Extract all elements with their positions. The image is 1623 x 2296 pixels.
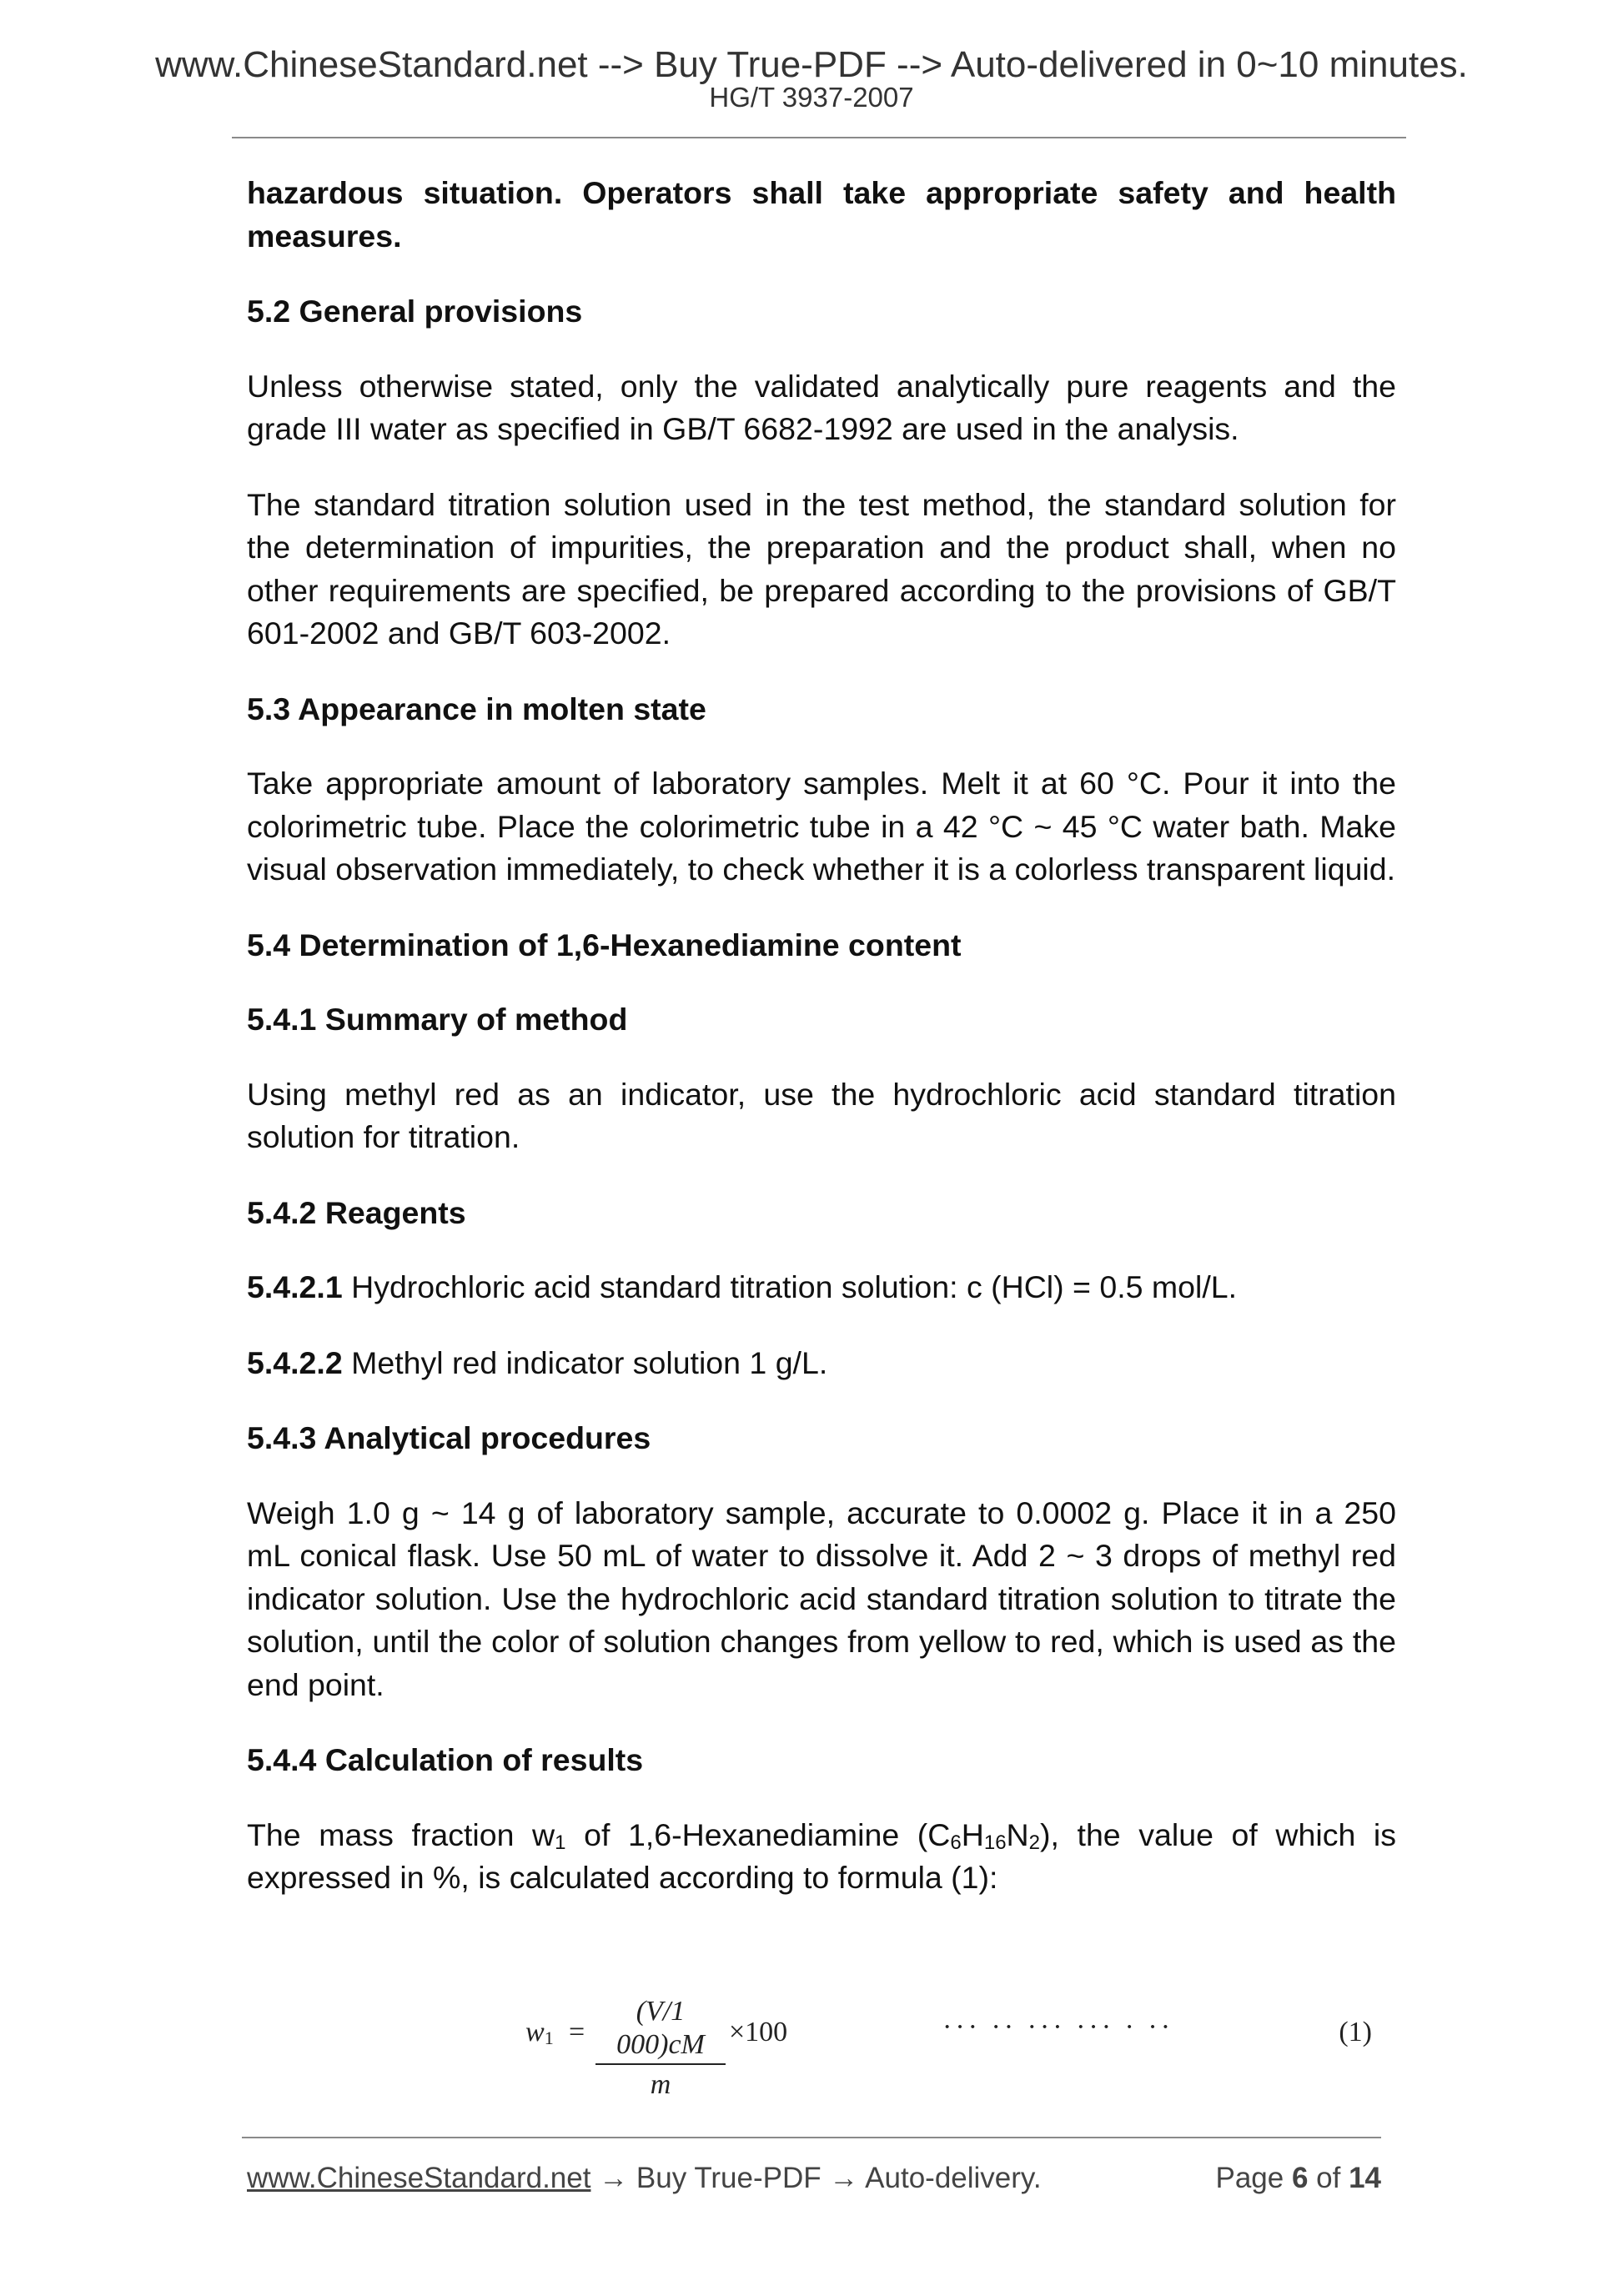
paragraph-5-2-a: Unless otherwise stated, only the validated analytically pure reagents and the grade III water as specified in GB/T 6682-1992 are used in the analysis. (247, 368, 1396, 446)
page-total: 14 (1349, 2162, 1381, 2194)
formula-fraction (595, 1995, 726, 2102)
page-footer (247, 2162, 1381, 2195)
reagent-text: Methyl red indicator solution 1 g/L. (342, 1344, 828, 1380)
formula-leader-dots: ··· ·· ··· ··· · ·· (942, 2012, 1174, 2042)
heading-5-4-4: 5.4.4 Calculation of results (247, 1742, 644, 1777)
formula-equals: = (569, 2017, 585, 2047)
heading-5-4: 5.4 Determination of 1,6-Hexanediamine content (247, 927, 962, 962)
heading-5-3: 5.3 Appearance in molten state (247, 691, 706, 726)
heading-5-4-2: 5.4.2 Reagents (247, 1194, 466, 1230)
page-number: 6 (1291, 2162, 1309, 2194)
formula-multiplier: ×100 (729, 2017, 788, 2047)
header-divider (232, 137, 1406, 138)
reagent-number: 5.4.2.2 (247, 1344, 343, 1380)
document-body (247, 172, 1396, 1932)
footer-divider (242, 2137, 1381, 2138)
formula-1 (525, 1995, 1397, 2100)
reagent-5-4-2-2 (247, 1342, 1396, 1385)
paragraph-5-4-4: The mass fraction $w_1$ of 1,6-Hexanediamine $(C_6H_{16}N_2)$, the value of which is expressed in %, is calculated according to formula (1): (247, 1816, 1397, 1895)
paragraph-5-4-1: Using methyl red as an indicator, use the hydrochloric acid standard titration solution for titration. (247, 1076, 1396, 1154)
reagent-5-4-2-1 (247, 1266, 1396, 1309)
paragraph-5-4-3: Weigh 1.0 g ~ 14 g of laboratory sample, accurate to 0.0002 g. Place it in a 250 mL conical flask. Use 50 mL of water to dissolve it. Add 2 ~ 3 drops of methyl red indicator solution. Use the hydrochloric acid standard titration solution to titrate the solution, until the color of solution changes from yellow to red, which is used as the end point. (247, 1495, 1396, 1702)
heading-5-4-3: 5.4.3 Analytical procedures (247, 1420, 651, 1455)
paragraph-5-2-b: The standard titration solution used in the test method, the standard solution for the determination of impurities, the preparation and the product shall, when no other requirements are specified, be prepared according to the provisions of GB/T 601-2002 and GB/T 603-2002. (247, 486, 1396, 651)
formula-number: (1) (1339, 2017, 1372, 2047)
formula-lhs: $w_1$ (525, 2017, 554, 2048)
header-banner: www.ChineseStandard.net --> Buy True-PDF --> Auto-delivered in 0~10 minutes. (155, 44, 1468, 85)
fraction-bar (595, 2063, 726, 2065)
page-indicator: Page 6 of 14 (1215, 2162, 1381, 2194)
heading-5-4-1: 5.4.1 Summary of method (247, 1002, 628, 1037)
footer-left (247, 2162, 1042, 2194)
heading-5-2: 5.2 General provisions (247, 294, 583, 329)
standard-code: HG/T 3937-2007 (709, 82, 914, 113)
footer-site-link[interactable]: www.ChineseStandard.net (247, 2162, 591, 2194)
paragraph-5-3: Take appropriate amount of laboratory samples. Melt it at 60 °C. Pour it into the colorimetric tube. Place the colorimetric tube in a 42 °C ~ 45 °C water bath. Make visual observation immediately, to check whether it is a colorless transparent liquid. (247, 766, 1396, 887)
reagent-text: Hydrochloric acid standard titration solution: c (HCl) = 0.5 mol/L. (342, 1269, 1238, 1304)
formula-denominator: m (650, 2069, 671, 2100)
footer-tagline: → Buy True-PDF → Auto-delivery. (590, 2162, 1042, 2194)
formula-numerator: (V/1 000)cM (616, 1996, 705, 2060)
intro-paragraph: hazardous situation. Operators shall take appropriate safety and health measures. (247, 175, 1396, 254)
reagent-number: 5.4.2.1 (247, 1269, 343, 1304)
